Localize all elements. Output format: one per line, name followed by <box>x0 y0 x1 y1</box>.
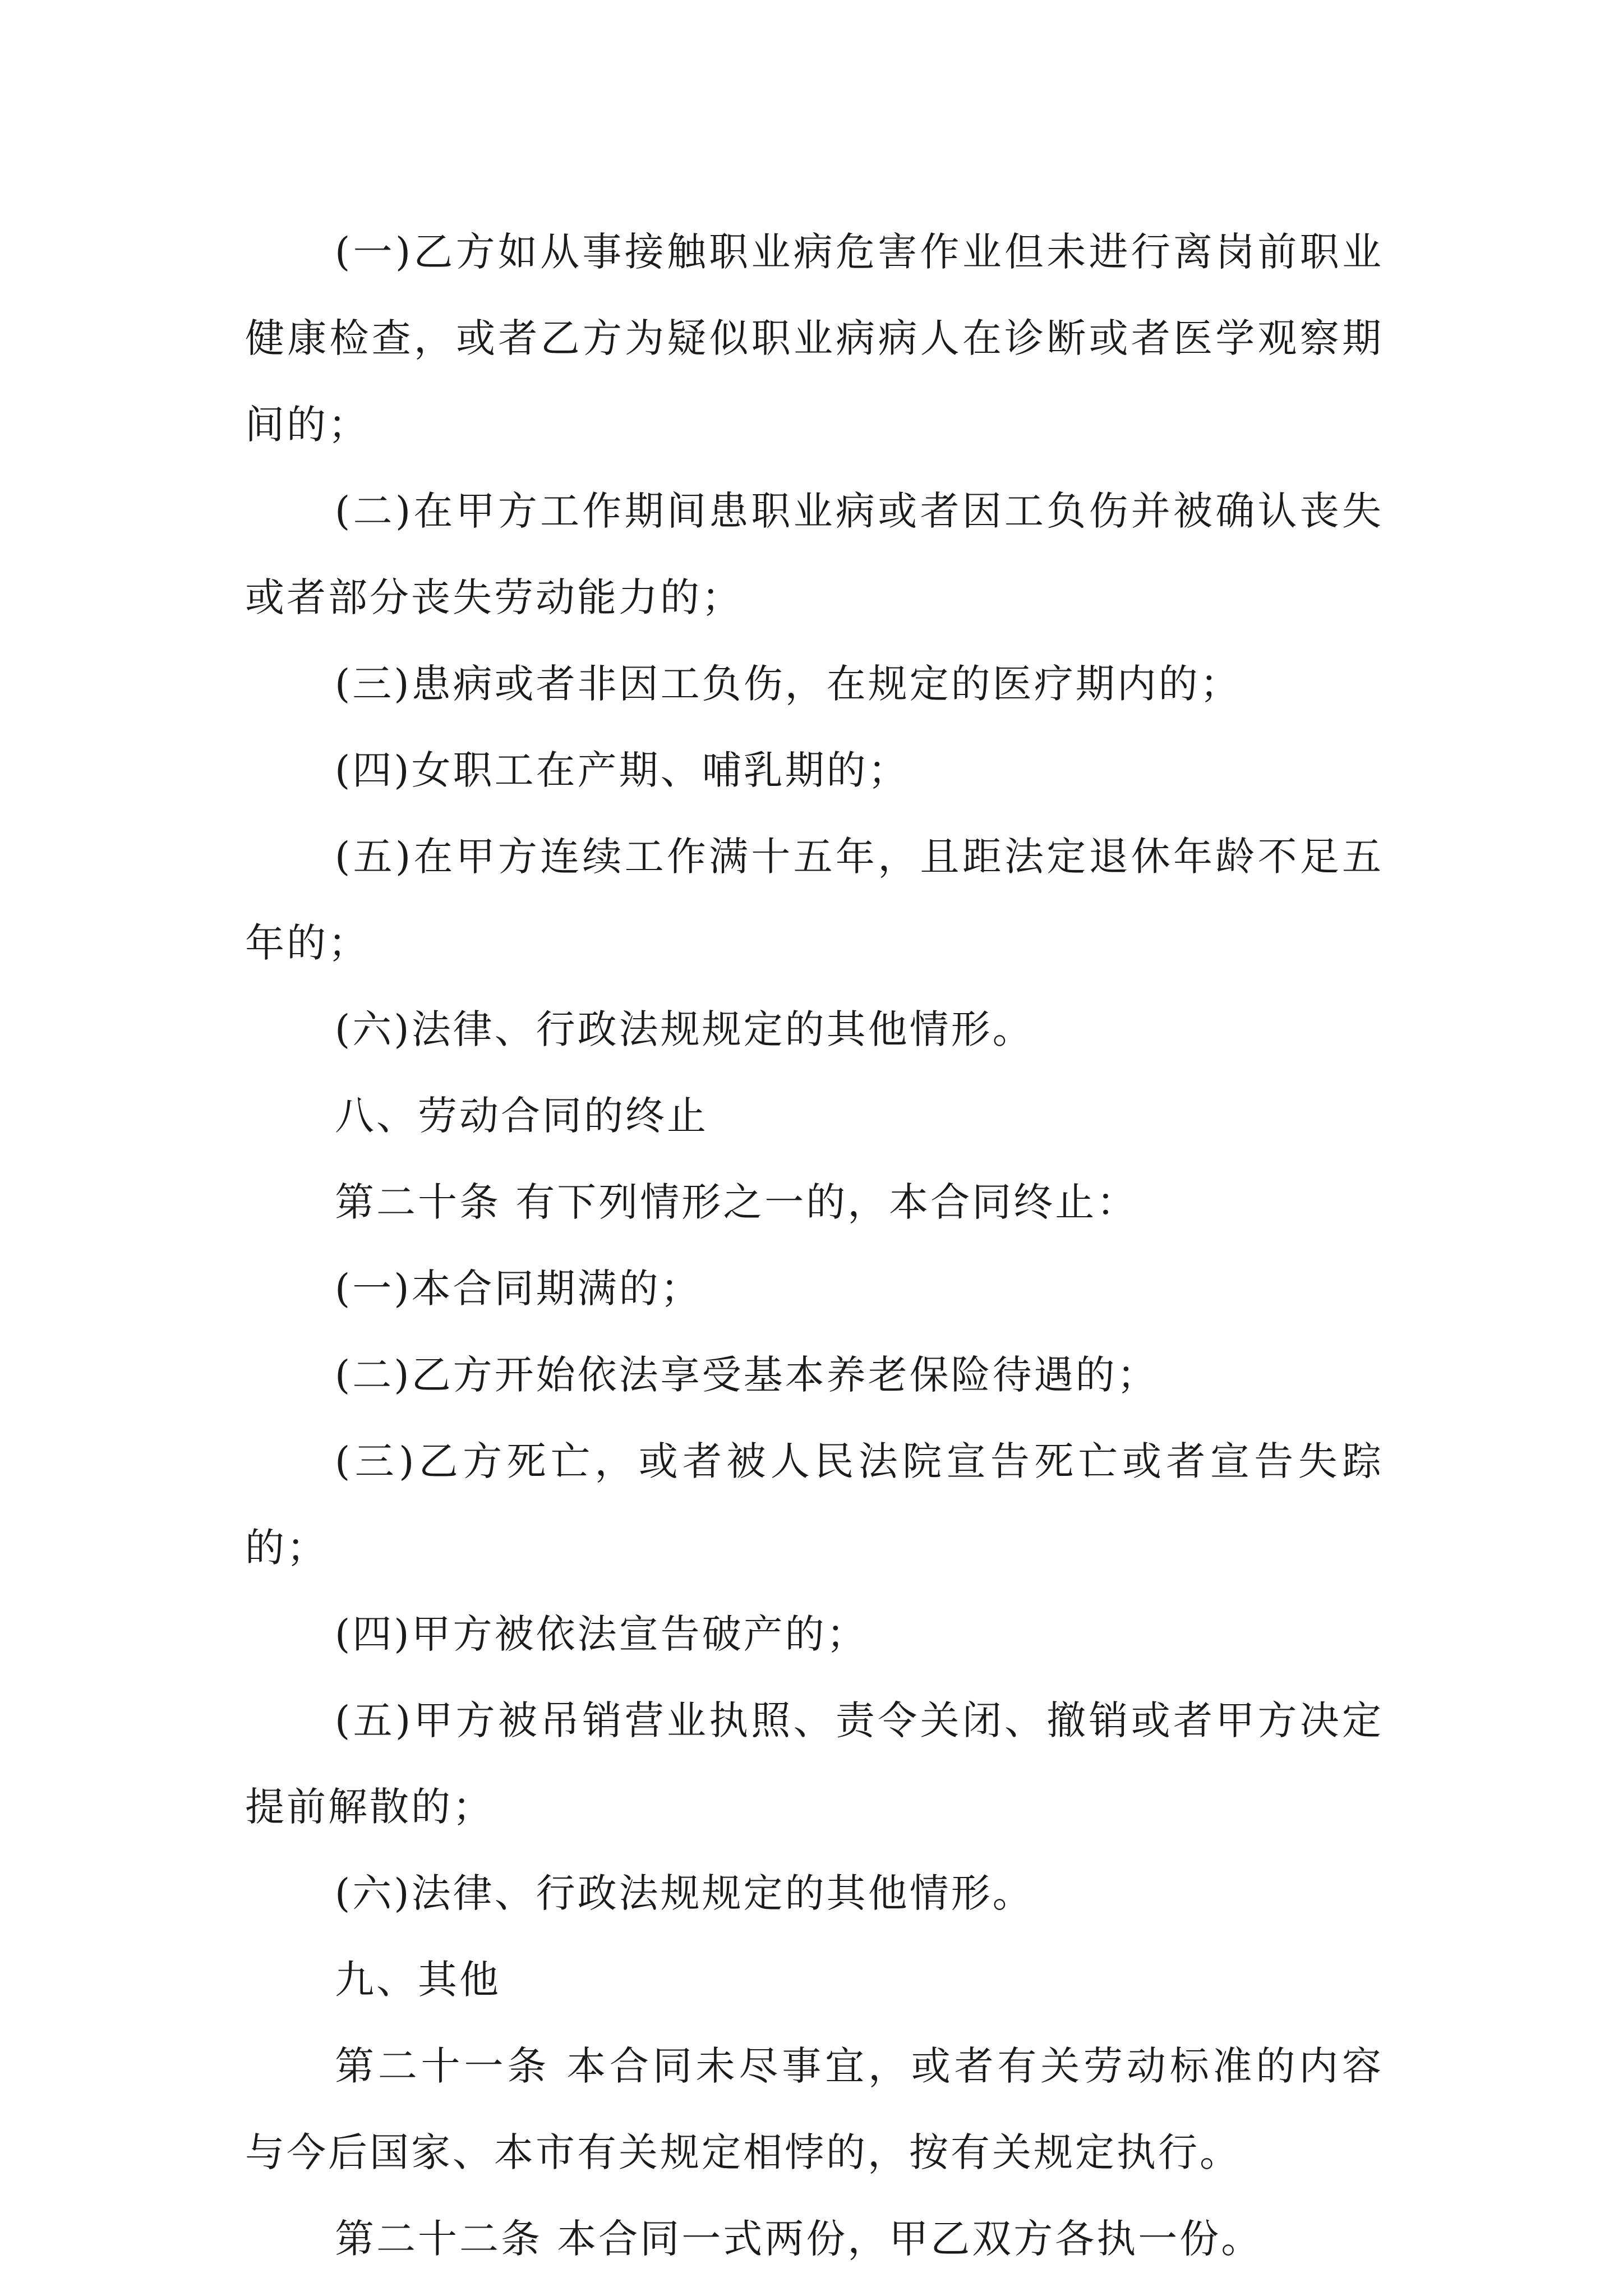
clause-item-4-female-staff: (四)女职工在产期、哺乳期的； <box>335 747 910 793</box>
termination-item-1: (一)本合同期满的； <box>335 1266 702 1312</box>
termination-item-4: (四)甲方被依法宣告破产的； <box>335 1611 868 1657</box>
clause-item-6-other: (六)法律、行政法规规定的其他情形。 <box>335 1006 1034 1052</box>
article-20: 第二十条 有下列情形之一的，本合同终止： <box>335 1179 1138 1225</box>
clause-item-2-work-injury: (二)在甲方工作期间患职业病或者因工负伤并被确认丧失或者部分丧失劳动能力的； <box>245 488 1384 620</box>
section-heading-termination: 八、劳动合同的终止 <box>335 1093 708 1139</box>
clause-item-5-seniority: (五)在甲方连续工作满十五年，且距法定退休年龄不足五年的； <box>245 834 1384 966</box>
article-22: 第二十二条 本合同一式两份，甲乙双方各执一份。 <box>335 2216 1263 2262</box>
clause-item-3-illness: (三)患病或者非因工负伤，在规定的医疗期内的； <box>335 661 1242 707</box>
article-21: 第二十一条 本合同未尽事宜，或者有关劳动标准的内容与今后国家、本市有关规定相悖的，按有关规定执行。 <box>245 2043 1384 2175</box>
termination-item-3: (三)乙方死亡，或者被人民法院宣告死亡或者宣告失踪的； <box>245 1438 1384 1571</box>
document-body <box>245 209 1384 2282</box>
clause-item-1-occupational-disease: (一)乙方如从事接触职业病危害作业但未进行离岗前职业健康检查，或者乙方为疑似职业病病人在诊断或者医学观察期间的； <box>245 229 1384 448</box>
termination-item-5: (五)甲方被吊销营业执照、责令关闭、撤销或者甲方决定提前解散的； <box>245 1697 1384 1830</box>
termination-item-2: (二)乙方开始依法享受基本养老保险待遇的； <box>335 1352 1159 1398</box>
section-heading-other: 九、其他 <box>335 1957 501 2003</box>
termination-item-6: (六)法律、行政法规规定的其他情形。 <box>335 1870 1034 1916</box>
